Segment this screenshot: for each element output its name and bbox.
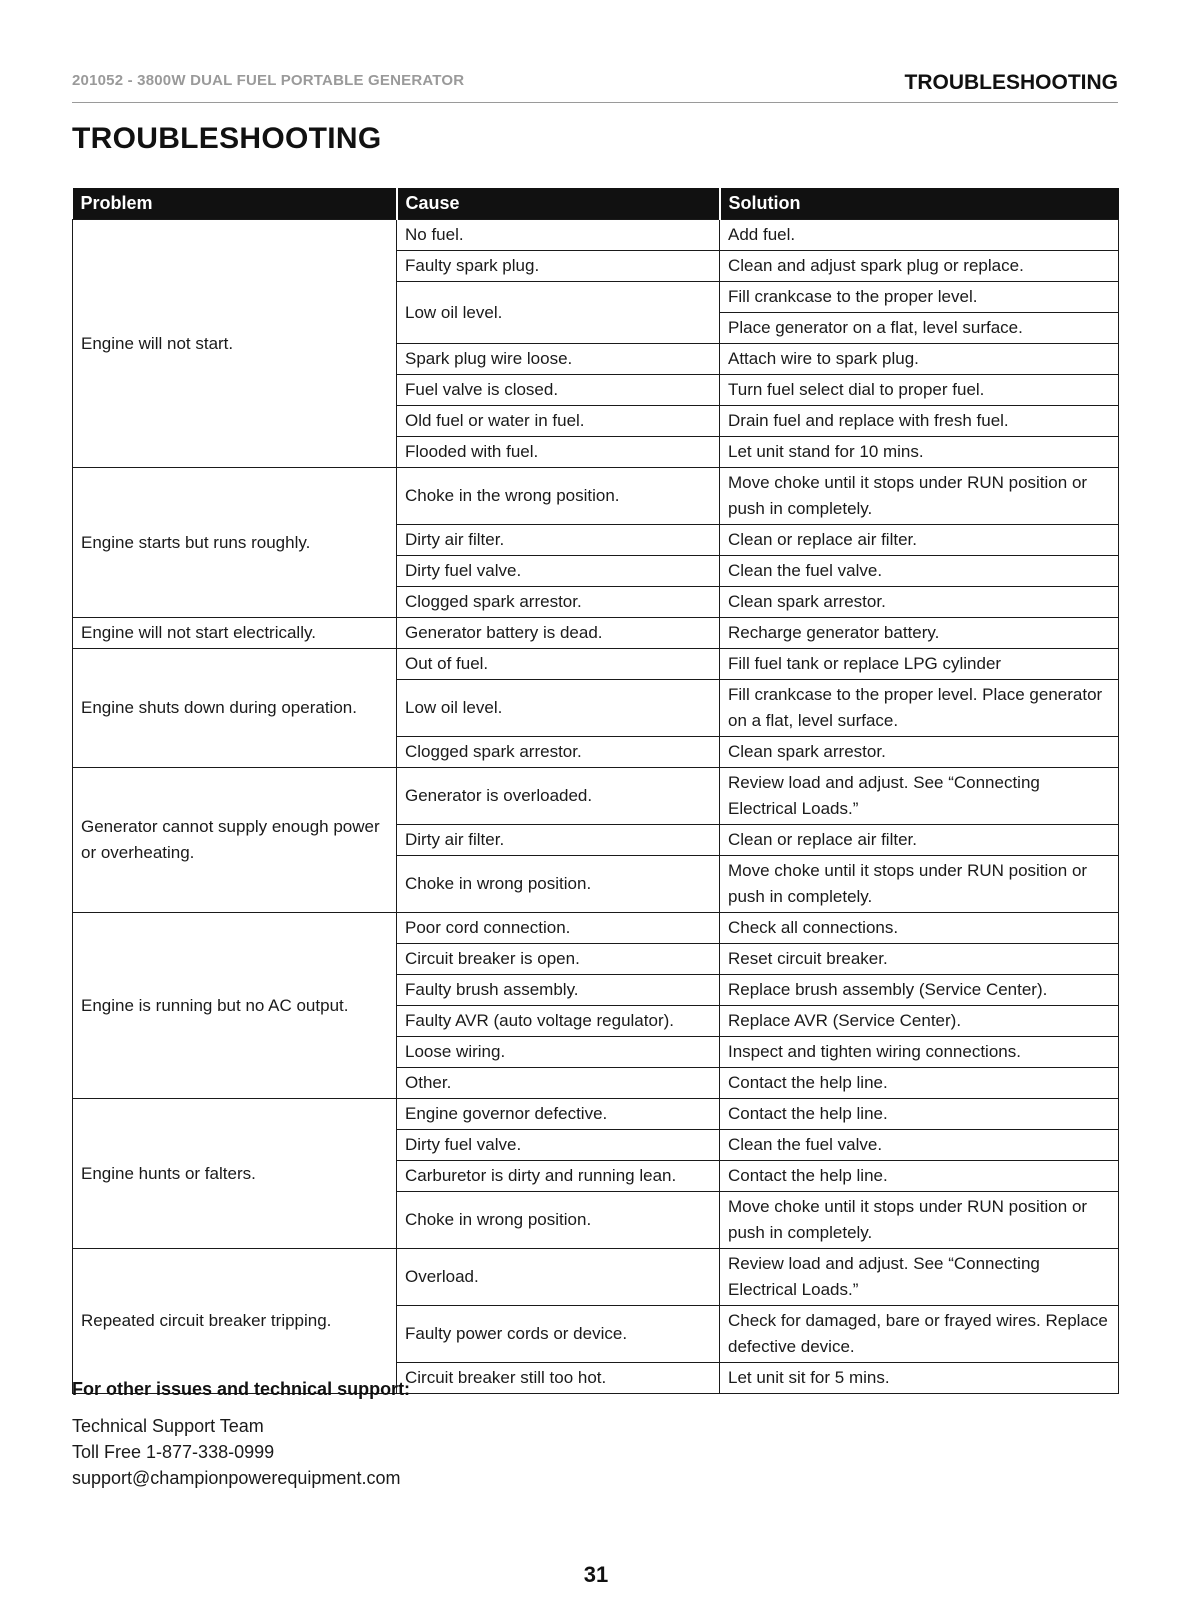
- cause-cell: Choke in the wrong position.: [397, 468, 720, 525]
- cause-cell: Other.: [397, 1068, 720, 1099]
- table-body: [73, 220, 1119, 1394]
- cause-cell: Out of fuel.: [397, 649, 720, 680]
- solution-cell: Replace AVR (Service Center).: [720, 1006, 1119, 1037]
- cause-cell: Carburetor is dirty and running lean.: [397, 1161, 720, 1192]
- solution-cell: Turn fuel select dial to proper fuel.: [720, 375, 1119, 406]
- solution-cell: Let unit stand for 10 mins.: [720, 437, 1119, 468]
- page-number: 31: [583, 1562, 609, 1587]
- support-heading: For other issues and technical support:: [72, 1379, 411, 1399]
- solution-cell: Move choke until it stops under RUN position or push in completely.: [720, 1192, 1119, 1249]
- cause-cell: Dirty air filter.: [397, 825, 720, 856]
- header-divider: [72, 102, 1118, 103]
- cause-cell: Dirty fuel valve.: [397, 1130, 720, 1161]
- cause-cell: Old fuel or water in fuel.: [397, 406, 720, 437]
- page-title: TROUBLESHOOTING: [72, 122, 382, 155]
- solution-cell: Contact the help line.: [720, 1161, 1119, 1192]
- table-header-row: [73, 188, 1119, 220]
- cause-cell: Flooded with fuel.: [397, 437, 720, 468]
- table-row: [73, 649, 1119, 680]
- solution-cell: Place generator on a flat, level surface.: [720, 313, 1119, 344]
- cause-cell: Low oil level.: [397, 680, 720, 737]
- solution-cell: Add fuel.: [720, 220, 1119, 251]
- cause-cell: Choke in wrong position.: [397, 1192, 720, 1249]
- cause-cell: Generator battery is dead.: [397, 618, 720, 649]
- section-label: TROUBLESHOOTING: [904, 71, 1118, 94]
- solution-cell: Let unit sit for 5 mins.: [720, 1363, 1119, 1394]
- troubleshooting-table: [72, 188, 1119, 1394]
- solution-cell: Attach wire to spark plug.: [720, 344, 1119, 375]
- column-header-solution: Solution: [720, 188, 1119, 220]
- problem-cell: Engine starts but runs roughly.: [73, 468, 397, 618]
- problem-cell: Engine will not start.: [73, 220, 397, 468]
- cause-cell: Dirty fuel valve.: [397, 556, 720, 587]
- problem-cell: Engine will not start electrically.: [73, 618, 397, 649]
- cause-cell: Overload.: [397, 1249, 720, 1306]
- cause-cell: No fuel.: [397, 220, 720, 251]
- solution-cell: Clean spark arrestor.: [720, 587, 1119, 618]
- support-phone-line: Toll Free 1-877-338-0999: [72, 1442, 275, 1462]
- solution-cell: Drain fuel and replace with fresh fuel.: [720, 406, 1119, 437]
- solution-cell: Replace brush assembly (Service Center).: [720, 975, 1119, 1006]
- table-row: [73, 468, 1119, 525]
- cause-cell: Spark plug wire loose.: [397, 344, 720, 375]
- cause-cell: Fuel valve is closed.: [397, 375, 720, 406]
- support-team-line: Technical Support Team: [72, 1416, 264, 1436]
- column-header-cause: Cause: [397, 188, 720, 220]
- solution-cell: Check for damaged, bare or frayed wires. Replace defective device.: [720, 1306, 1119, 1363]
- solution-cell: Fill crankcase to the proper level. Place generator on a flat, level surface.: [720, 680, 1119, 737]
- cause-cell: Faulty spark plug.: [397, 251, 720, 282]
- solution-cell: Inspect and tighten wiring connections.: [720, 1037, 1119, 1068]
- solution-cell: Clean and adjust spark plug or replace.: [720, 251, 1119, 282]
- cause-cell: Circuit breaker still too hot.: [397, 1363, 720, 1394]
- solution-cell: Recharge generator battery.: [720, 618, 1119, 649]
- table-row: [73, 1099, 1119, 1130]
- solution-cell: Clean or replace air filter.: [720, 825, 1119, 856]
- solution-cell: Contact the help line.: [720, 1099, 1119, 1130]
- table-row: [73, 618, 1119, 649]
- cause-cell: Dirty air filter.: [397, 525, 720, 556]
- cause-cell: Clogged spark arrestor.: [397, 737, 720, 768]
- solution-cell: Review load and adjust. See “Connecting Electrical Loads.”: [720, 1249, 1119, 1306]
- solution-cell: Clean the fuel valve.: [720, 1130, 1119, 1161]
- column-header-problem: Problem: [73, 188, 397, 220]
- solution-cell: Reset circuit breaker.: [720, 944, 1119, 975]
- cause-cell: Poor cord connection.: [397, 913, 720, 944]
- solution-cell: Contact the help line.: [720, 1068, 1119, 1099]
- solution-cell: Move choke until it stops under RUN position or push in completely.: [720, 856, 1119, 913]
- table-row: [73, 220, 1119, 251]
- cause-cell: Loose wiring.: [397, 1037, 720, 1068]
- solution-cell: Clean spark arrestor.: [720, 737, 1119, 768]
- cause-cell: Generator is overloaded.: [397, 768, 720, 825]
- table-row: [73, 768, 1119, 825]
- cause-cell: Faulty power cords or device.: [397, 1306, 720, 1363]
- problem-cell: Engine hunts or falters.: [73, 1099, 397, 1249]
- cause-cell: Circuit breaker is open.: [397, 944, 720, 975]
- support-contact-block: [72, 1413, 400, 1491]
- solution-cell: Clean or replace air filter.: [720, 525, 1119, 556]
- problem-cell: Engine is running but no AC output.: [73, 913, 397, 1099]
- solution-cell: Clean the fuel valve.: [720, 556, 1119, 587]
- cause-cell: Faulty AVR (auto voltage regulator).: [397, 1006, 720, 1037]
- problem-cell: Generator cannot supply enough power or overheating.: [73, 768, 397, 913]
- problem-cell: Engine shuts down during operation.: [73, 649, 397, 768]
- cause-cell: Clogged spark arrestor.: [397, 587, 720, 618]
- cause-cell: Low oil level.: [397, 282, 720, 344]
- cause-cell: Choke in wrong position.: [397, 856, 720, 913]
- support-email-line: support@championpowerequipment.com: [72, 1468, 401, 1488]
- table-row: [73, 913, 1119, 944]
- problem-cell: Repeated circuit breaker tripping.: [73, 1249, 397, 1394]
- solution-cell: Fill fuel tank or replace LPG cylinder: [720, 649, 1119, 680]
- solution-cell: Move choke until it stops under RUN position or push in completely.: [720, 468, 1119, 525]
- cause-cell: Faulty brush assembly.: [397, 975, 720, 1006]
- table-row: [73, 1249, 1119, 1306]
- solution-cell: Check all connections.: [720, 913, 1119, 944]
- cause-cell: Engine governor defective.: [397, 1099, 720, 1130]
- solution-cell: Fill crankcase to the proper level.: [720, 282, 1119, 313]
- document-title: 201052 - 3800W DUAL FUEL PORTABLE GENERATOR: [72, 72, 465, 89]
- solution-cell: Review load and adjust. See “Connecting Electrical Loads.”: [720, 768, 1119, 825]
